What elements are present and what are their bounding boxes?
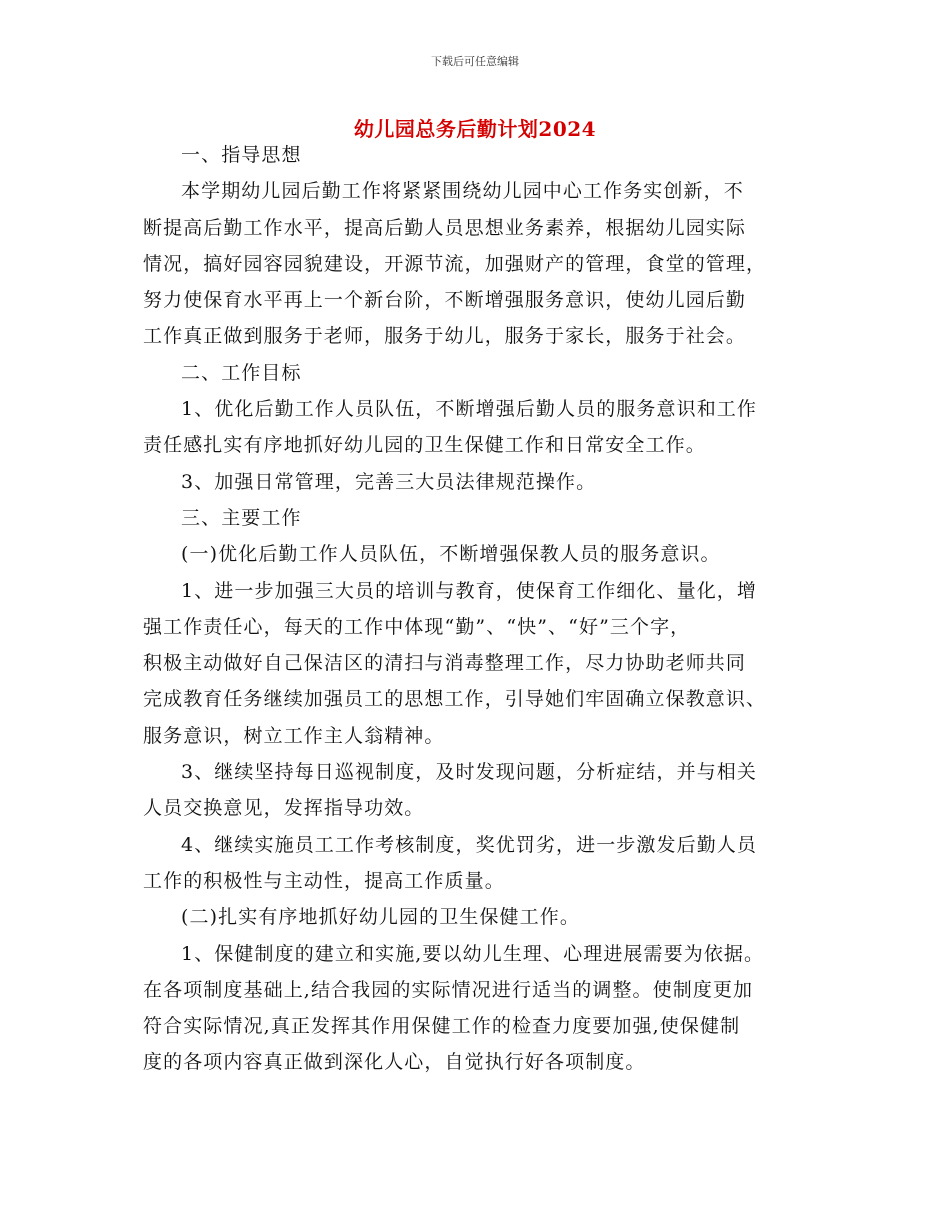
paragraph bbox=[143, 391, 808, 464]
text-line: 二、工作目标 bbox=[181, 361, 302, 384]
text-line: 三、主要工作 bbox=[181, 506, 302, 529]
text-line: 断提高后勤工作水平，提高后勤人员思想业务素养，根据幼儿园实际 bbox=[143, 216, 747, 239]
text-line: 1、优化后勤工作人员队伍，不断增强后勤人员的服务意识和工作 bbox=[181, 398, 757, 421]
text-line: 强工作责任心，每天的工作中体现“勤”、“快”、“好”三个字， bbox=[143, 615, 691, 638]
text-line: (一)优化后勤工作人员队伍，不断增强保教人员的服务意识。 bbox=[181, 543, 721, 566]
paragraph bbox=[143, 754, 808, 827]
text-line: 1、保健制度的建立和实施,要以幼儿生理、心理进展需要为依据。 bbox=[181, 942, 765, 965]
document-title: 幼儿园总务后勤计划2024 bbox=[353, 117, 597, 141]
paragraph bbox=[143, 827, 808, 900]
text-line: 积极主动做好自己保洁区的清扫与消毒整理工作，尽力协助老师共同 bbox=[143, 652, 747, 675]
paragraph bbox=[143, 500, 808, 536]
text-line: 3、继续坚持每日巡视制度，及时发现问题，分析症结，并与相关 bbox=[181, 761, 757, 784]
text-line: 符合实际情况,真正发挥其作用保健工作的检查力度要加强,使保健制 bbox=[143, 1015, 741, 1038]
paragraph bbox=[143, 355, 808, 391]
text-line: 一、指导思想 bbox=[181, 144, 302, 166]
text-line: 本学期幼儿园后勤工作将紧紧围绕幼儿园中心工作务实创新，不 bbox=[181, 180, 744, 203]
text-line: 完成教育任务继续加强员工的思想工作，引导她们牢固确立保教意识、 bbox=[143, 688, 767, 711]
paragraph bbox=[143, 936, 808, 1081]
text-line: 努力使保育水平再上一个新台阶，不断增强服务意识，使幼儿园后勤 bbox=[143, 289, 747, 312]
text-line: 服务意识，树立工作主人翁精神。 bbox=[143, 724, 445, 747]
text-line: 1、进一步加强三大员的培训与教育，使保育工作细化、量化，增 bbox=[181, 579, 757, 602]
paragraph bbox=[143, 573, 808, 754]
document-body bbox=[143, 137, 808, 1081]
page-header-note: 下载后可任意编辑 bbox=[431, 55, 519, 68]
text-line: 在各项制度基础上,结合我园的实际情况进行适当的调整。使制度更加 bbox=[143, 978, 754, 1001]
text-line: (二)扎实有序地抓好幼儿园的卫生保健工作。 bbox=[181, 906, 580, 929]
text-line: 人员交换意见，发挥指导功效。 bbox=[143, 797, 425, 820]
text-line: 3、加强日常管理，完善三大员法律规范操作。 bbox=[181, 470, 597, 493]
paragraph bbox=[143, 173, 808, 354]
text-line: 责任感扎实有序地抓好幼儿园的卫生保健工作和日常安全工作。 bbox=[143, 434, 706, 457]
paragraph bbox=[143, 464, 808, 500]
text-line: 工作真正做到服务于老师，服务于幼儿，服务于家长，服务于社会。 bbox=[143, 325, 747, 348]
text-line: 4、继续实施员工工作考核制度，奖优罚劣，进一步激发后勤人员 bbox=[181, 833, 757, 856]
text-line: 情况，搞好园容园貌建设，开源节流，加强财产的管理，食堂的管理， bbox=[143, 252, 767, 275]
paragraph bbox=[143, 899, 808, 935]
text-line: 工作的积极性与主动性，提高工作质量。 bbox=[143, 869, 505, 892]
paragraph bbox=[143, 536, 808, 572]
text-line: 度的各项内容真正做到深化人心，自觉执行好各项制度。 bbox=[143, 1051, 646, 1074]
paragraph bbox=[143, 137, 808, 173]
